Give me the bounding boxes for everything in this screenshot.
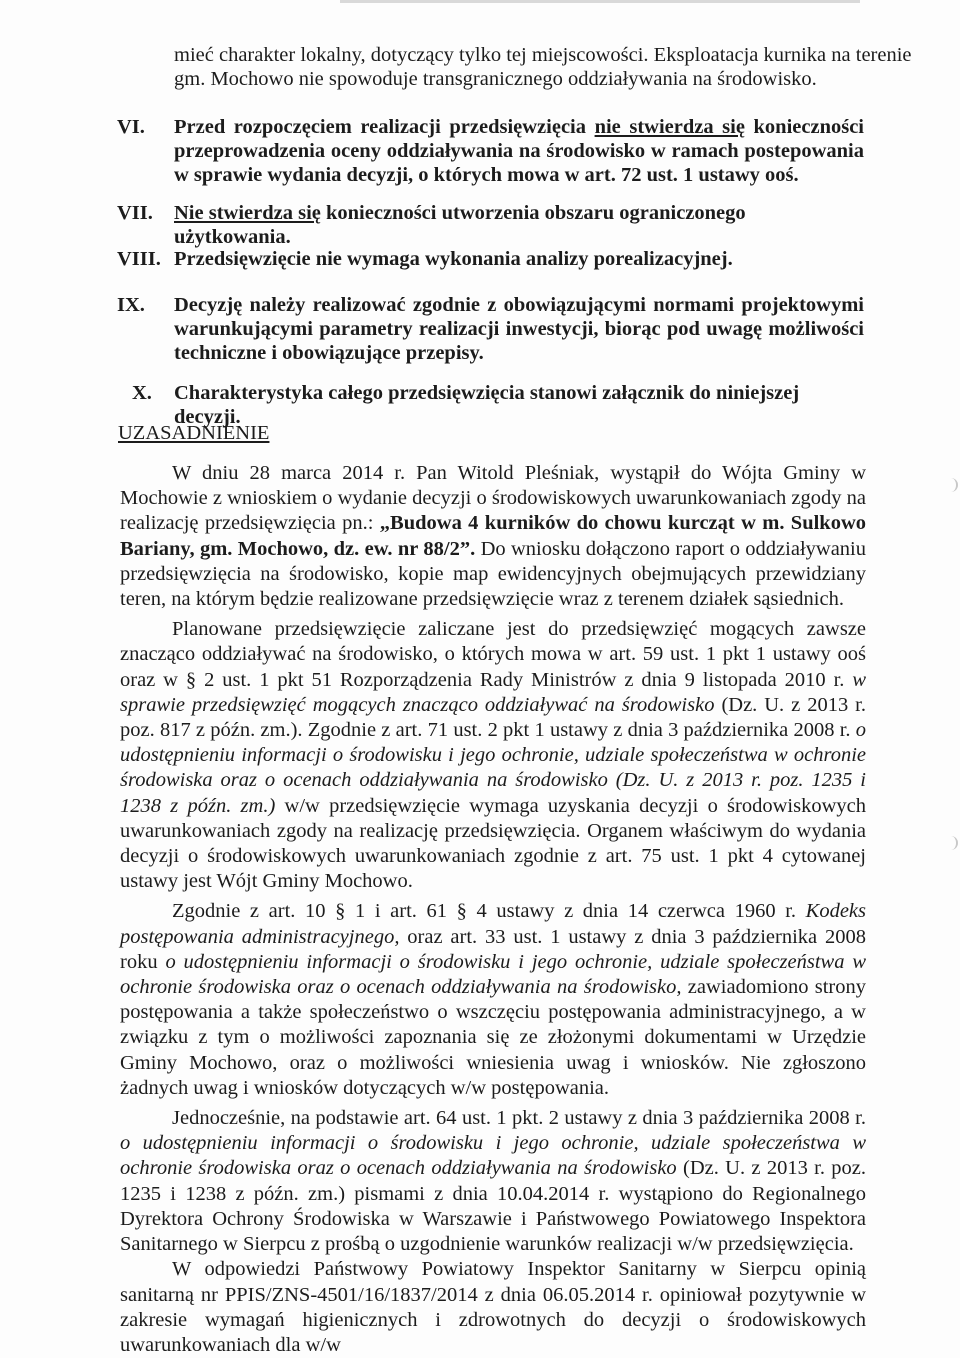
scan-mark <box>340 0 860 3</box>
paragraph-text: (Dz. U. z 2013 r. poz. 1235 i 1238 z późn. zm.) pismami z dnia 10.04.2014 r. wystąpiono do Regionalnego Dyrektora Ochrony Środowiska w Warszawie i Państwowego Powiatowego Inspektora Sanitarnego w Sierpcu z prośbą o uzgodnienie warunków realizacji w/w przedsięwzięcia. <box>120 1157 867 1256</box>
regulation-title: w sprawie przedsięwzięć mogących znacząco oddziaływać na środowisko <box>120 668 866 716</box>
paragraph-text: oraz art. 33 ust. 1 ustawy z dnia 3 października 2008 roku <box>120 925 866 973</box>
act-title: o udostępnieniu informacji o środowisku i jego ochronie, udziale społeczeństwa w ochronie środowiska oraz o ocenach oddziaływania na środowisko (Dz. U. z 2013 r. poz. 1235 i 1238 z późn. zm.) <box>120 719 867 817</box>
point-text: Charakterystyka całego przedsięwzięcia stanowi załącznik do niniejszej decyzji. <box>174 382 800 428</box>
paragraph: W odpowiedzi Państwowy Powiatowy Inspektor Sanitarny w Sierpcu opinią sanitarną nr PPIS/ZNS-4501/16/1837/2014 z dnia 06.05.2014 r. opiniował pozytywnie w zakresie wymagań higienicznych i zdrowotnych do decyzji o środowiskowych uwarunkowaniach dla w/w <box>120 1258 866 1356</box>
paragraph <box>120 461 866 612</box>
scan-edge-mark <box>928 836 958 850</box>
point-text-part: konieczności przeprowadzenia oceny oddziaływania na środowisko w ramach postepowania w sprawie wydania decyzji, o których mowa w art. 72 ust. 1 ustawy ooś. <box>174 116 864 186</box>
code-title: Kodeks postępowania administracyjnego, <box>120 900 866 948</box>
point-number: X. <box>132 382 152 404</box>
paragraph-text: (Dz. U. z 2013 r. poz. 817 z późn. zm.). Zgodnie z art. 71 ust. 2 pkt 1 ustawy z dnia 3 października 2008 r. <box>120 693 866 742</box>
paragraph <box>120 617 866 894</box>
point-number: IX. <box>117 294 145 316</box>
point-text <box>174 115 864 187</box>
scan-edge-mark <box>928 478 958 492</box>
point-text-part: Przed rozpoczęciem realizacji przedsięwzięcia <box>174 116 586 138</box>
project-name: „Budowa 4 kurników do chowu kurcząt w m. Sulkowo Bariany, gm. Mochowo, dz. ew. nr 88/2”. <box>120 512 867 560</box>
section-heading: UZASADNIENIE <box>118 422 270 444</box>
point-text: Decyzję należy realizować zgodnie z obowiązującymi normami projektowymi warunkującymi parametry realizacji inwestycji, biorąc pod uwagę możliwości techniczne i obowiązujące przepisy. <box>174 294 864 364</box>
point-text: Przedsięwzięcie nie wymaga wykonania analizy porealizacyjnej. <box>174 248 733 270</box>
intro-line: mieć charakter lokalny, dotyczący tylko tej miejscowości. Eksploatacja kurnika na terenie <box>174 44 912 66</box>
point-number: VII. <box>117 202 153 224</box>
paragraph-text: Jednocześnie, na podstawie art. 64 ust. 1 pkt. 2 ustawy z dnia 3 października 2008 r. <box>172 1107 866 1130</box>
point-text-underlined: Nie stwierdza się <box>174 202 321 224</box>
act-title: o udostępnieniu informacji o środowisku i jego ochronie, udziale społeczeństwa w ochronie środowiska oraz o ocenach oddziaływania na środowisko <box>120 1132 866 1180</box>
point-number: VIII. <box>117 248 161 270</box>
point-number: VI. <box>117 116 145 138</box>
paragraph <box>120 1106 866 1257</box>
paragraph-text: w/w przedsięwzięcie wymaga uzyskania decyzji o środowiskowych uwarunkowaniach zgody na realizację przedsięwzięcia. Organem właściwym do wydania decyzji o środowiskowych uwarunkowaniach zgodnie z art. 75 ust. 1 pkt 4 cytowanej ustawy jest Wójt Gminy Mochowo. <box>120 794 866 893</box>
justification-body <box>120 461 866 1358</box>
paragraph-text: W dniu 28 marca 2014 r. Pan Witold Pleśniak, wystąpił do Wójta Gminy w Mochowie z wnioskiem o wydanie decyzji o środowiskowych uwarunkowaniach zgody na realizację przedsięwzięcia pn.: <box>120 462 866 535</box>
paragraph-text: Zgodnie z art. 10 § 1 i art. 61 § 4 ustawy z dnia 14 czerwca 1960 r. <box>172 900 797 923</box>
paragraph <box>120 899 866 1101</box>
point-text-underlined: nie stwierdza się <box>594 116 745 138</box>
act-title: o udostępnieniu informacji o środowisku i jego ochronie, udziale społeczeństwa w ochronie środowiska oraz o ocenach oddziaływania na środowisko, <box>120 950 866 999</box>
paragraph-text: Planowane przedsięwzięcie zaliczane jest do przedsięwzięć mogących zawsze znacząco oddziaływać na środowisko, o których mowa w art. 59 ust. 1 pkt 1 ustawy ooś oraz w § 2 ust. 1 pkt 51 Rozporządzenia Rady Ministrów z dnia 9 listopada 2010 r. <box>120 618 866 691</box>
paragraph-text: Do wniosku dołączono raport o oddziaływaniu przedsięwzięcia na środowisko, kopie map ewidencyjnych obejmujących przewidziany teren, na którym będzie realizowane przedsięwzięcie wraz z terenem działek sąsiednich. <box>120 537 866 611</box>
point-text-part: konieczności utworzenia obszaru ograniczonego użytkowania. <box>174 202 746 248</box>
paragraph-text: zawiadomiono strony postępowania a także społeczeństwo o wszczęciu postępowania administracyjnego, a w związku z tym o możliwości zapoznania się ze złożonymi dokumentami w Urzędzie Gminy Mochowo, oraz o możliwości wniesienia uwag i wniosków. Nie zgłoszono żadnych uwag i wniosków dotyczących w/w postępowania. <box>120 976 867 1099</box>
point-text <box>174 201 864 249</box>
intro-line: gm. Mochowo nie spowoduje transgranicznego oddziaływania na środowisko. <box>174 68 817 90</box>
